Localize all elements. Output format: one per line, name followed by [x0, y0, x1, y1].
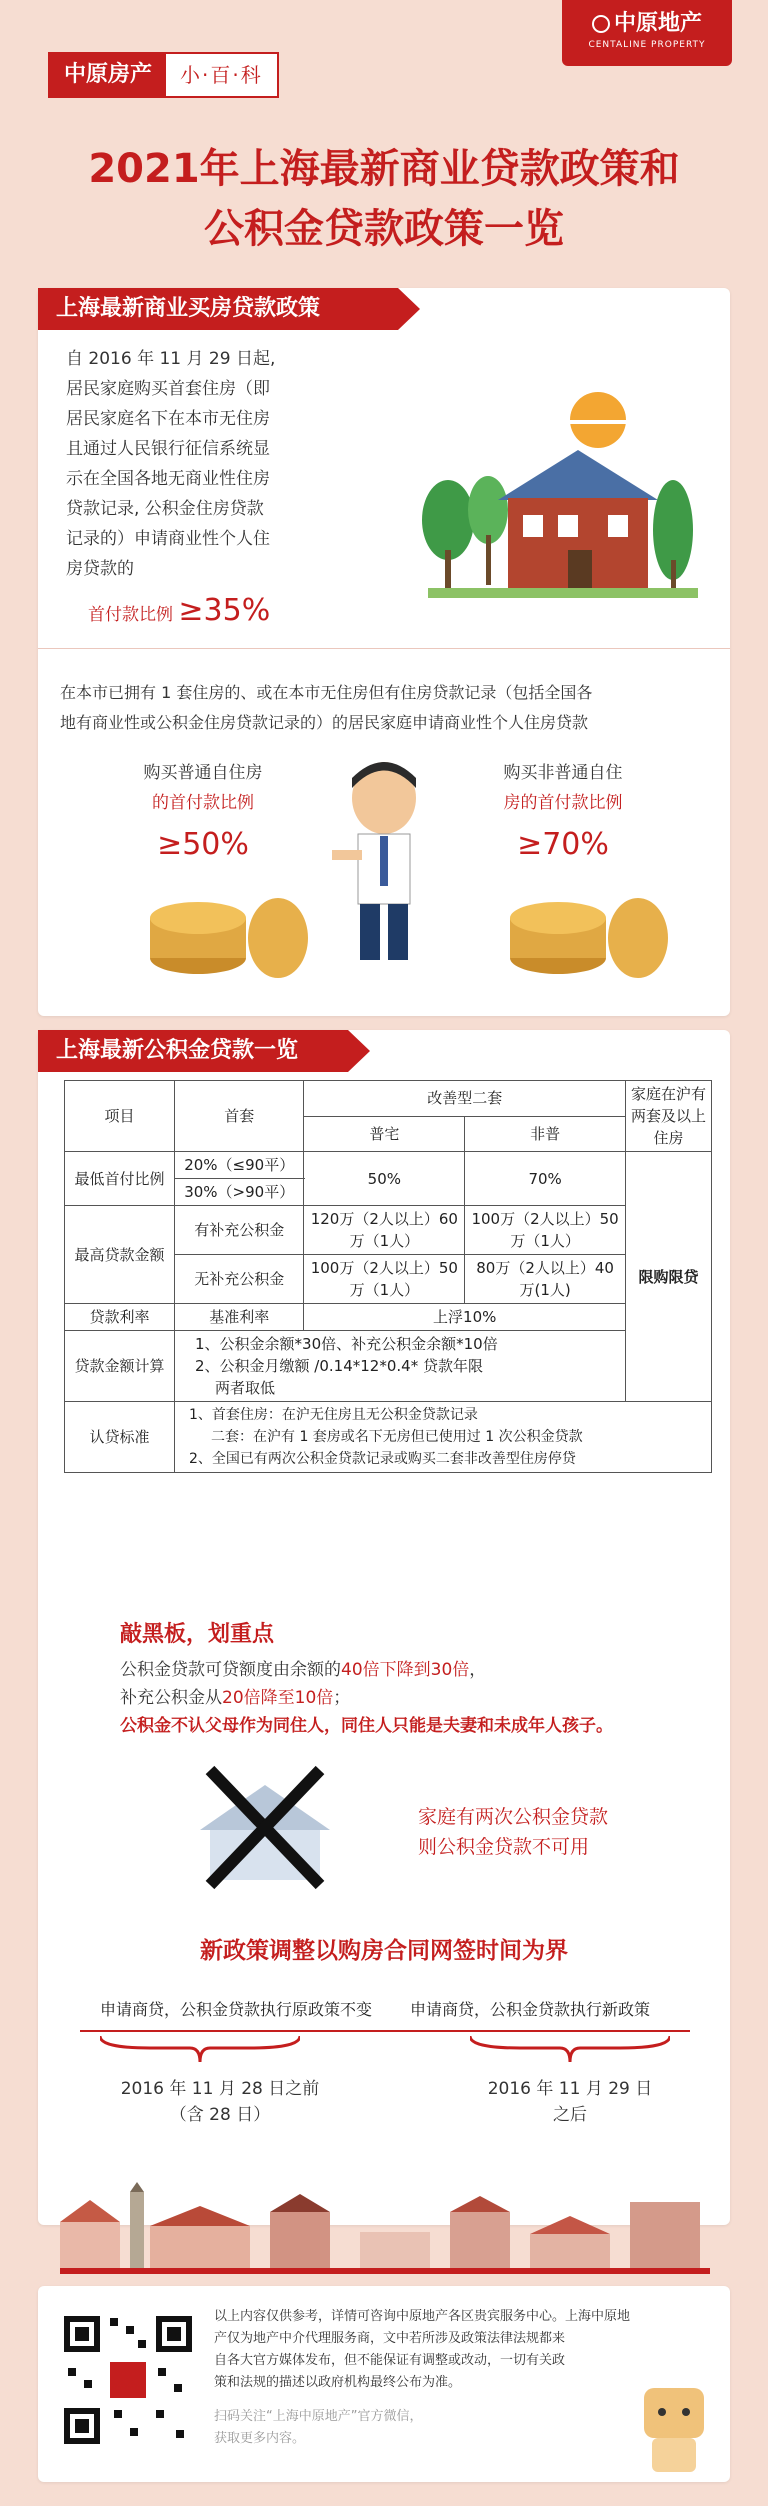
house-illustration [408, 370, 708, 630]
h-first: 首套 [175, 1081, 304, 1152]
table-row [65, 1402, 712, 1473]
left-brace-icon [100, 2034, 300, 2064]
left-date-1: 2016 年 11 月 28 日之前 [120, 2079, 320, 2099]
scan-line-1: 扫码关注“上海中原地产”官方微信， [214, 2409, 423, 2424]
intro-line: 自 2016 年 11 月 29 日起, [66, 349, 276, 369]
footer-card [38, 2286, 730, 2482]
second-para-line2: 地有商业性或公积金住房贷款记录的）的居民家庭申请商业性个人住房贷款 [60, 713, 589, 732]
brand-name: 中原房产 [50, 54, 166, 96]
right-date-2: 之后 [553, 2105, 587, 2125]
r5-content [175, 1402, 712, 1473]
intro-line [66, 374, 406, 404]
key-line2-c: ； [333, 1688, 351, 1708]
r1-a: 20%（≤90平） [175, 1152, 304, 1179]
r5-line3: 2、全国已有两次公积金贷款记录或购买二套非改善型住房停贷 [189, 1451, 576, 1467]
second-para-line1: 在本市已拥有 1 套住房的、或在本市无住房但有住房贷款记录（包括全国各 [60, 683, 593, 702]
r1-ord: 50% [304, 1152, 465, 1206]
table-row [65, 1206, 712, 1255]
r4-line1: 1、公积金余额*30倍、补充公积金余额*10倍 [195, 1335, 498, 1353]
disclaimer-line: 策和法规的描述以政府机构最终公布为准。 [214, 2375, 462, 2390]
key-points [120, 1656, 700, 1740]
x-note [418, 1802, 608, 1862]
restrict-cell: 限购限贷 [626, 1152, 712, 1402]
r2b-label: 无补充公积金 [175, 1255, 304, 1304]
r2b-non: 80万（2人以上）40万(1人) [465, 1255, 626, 1304]
intro-line: 记录的）申请商业性个人住 [66, 529, 270, 549]
house-crossed-icon [180, 1760, 350, 1890]
key-line2 [120, 1684, 700, 1712]
r3-first: 基准利率 [175, 1304, 304, 1331]
table-row [65, 1081, 712, 1117]
r2b-ord: 100万（2人以上）50万（1人） [304, 1255, 465, 1304]
scan-note [214, 2406, 422, 2450]
key-title [120, 1620, 274, 1650]
fund-section-label: 上海最新公积金贷款一览 [38, 1030, 348, 1072]
left-date-2: （含 28 日） [169, 2105, 271, 2125]
page-title-line1: 2021年上海最新商业贷款政策和 [88, 146, 680, 192]
brand-subtitle: 小·百·科 [166, 54, 277, 96]
r1-b: 30%（>90平） [175, 1179, 304, 1206]
commercial-card [38, 288, 730, 1016]
disclaimer-line: 自各大官方媒体发布，但不能保证有调整或改动，一切有关政 [214, 2353, 566, 2368]
r2-label: 最高贷款金额 [65, 1206, 175, 1304]
scan-line-2: 获取更多内容。 [214, 2431, 306, 2446]
r4-label: 贷款金额计算 [65, 1331, 175, 1402]
divider [38, 648, 730, 649]
intro-line: 房贷款的 [66, 559, 134, 579]
timeline-line [80, 2030, 690, 2032]
first-ratio-label: 首付款比例 [88, 605, 173, 625]
key-line2-a: 补充公积金从 [120, 1688, 222, 1708]
commercial-intro [66, 344, 406, 584]
key-line1-a: 公积金贷款可贷额度由余额的 [120, 1660, 341, 1680]
right-brace-icon [470, 2034, 670, 2064]
nonordinary-value: ≥70% [517, 827, 609, 862]
left-date [110, 2076, 330, 2128]
company-logo [562, 0, 732, 66]
intro-line: 示在全国各地无商业性住房 [66, 469, 270, 489]
h-family: 家庭在沪有两套及以上住房 [626, 1081, 712, 1152]
left-rule: 申请商贷，公积金贷款执行原政策不变 [100, 2000, 373, 2019]
key-line1 [120, 1656, 700, 1684]
x-note-1: 家庭有两次公积金贷款 [418, 1806, 609, 1828]
r2a-ord: 120万（2人以上）60万（1人） [304, 1206, 465, 1255]
skyline-illustration [60, 2182, 710, 2274]
page-title-line2: 公积金贷款政策一览 [204, 206, 564, 252]
r5-label: 认贷标准 [65, 1402, 175, 1473]
commercial-section-label: 上海最新商业买房贷款政策 [38, 288, 398, 330]
h-nonordinary: 非普 [465, 1116, 626, 1152]
ordinary-block [118, 758, 288, 860]
intro-line-text: 居民家庭购买首套住房（即 [66, 379, 270, 399]
disclaimer-line: 产仅为地产中介代理服务商，文中若所涉及政策法律法规都来 [214, 2331, 566, 2346]
mascot-icon [630, 2378, 720, 2478]
nonordinary-label-2: 房的首付款比例 [503, 793, 623, 813]
r1-label: 最低首付比例 [65, 1152, 175, 1206]
r1-non: 70% [465, 1152, 626, 1206]
r2a-label: 有补充公积金 [175, 1206, 304, 1255]
h-improve: 改善型二套 [304, 1081, 626, 1117]
disclaimer [214, 2306, 694, 2394]
first-ratio [88, 593, 271, 630]
coins-right-icon [498, 878, 678, 988]
r4-line3: 两者取低 [215, 1379, 276, 1397]
r2a-non: 100万（2人以上）50万（1人） [465, 1206, 626, 1255]
h-ordinary: 普宅 [304, 1116, 465, 1152]
brand-badge [48, 52, 279, 98]
man-illustration [324, 758, 444, 968]
table-row [65, 1152, 712, 1179]
logo-mark-icon [592, 15, 610, 33]
timeline-title: 新政策调整以购房合同网签时间为界 [200, 1938, 568, 1964]
r3-label: 贷款利率 [65, 1304, 175, 1331]
r3-second: 上浮10% [304, 1304, 626, 1331]
key-line1-c: ， [469, 1660, 487, 1680]
key-title-text: 敲黑板，划重点 [120, 1622, 275, 1647]
h-item: 项目 [65, 1081, 175, 1152]
ordinary-value: ≥50% [157, 827, 249, 862]
logo-cn: 中原地产 [613, 11, 702, 36]
r5-line2: 二套：在沪有 1 套房或名下无房但已使用过 1 次公积金贷款 [211, 1429, 583, 1445]
right-date [460, 2076, 680, 2128]
coins-left-icon [138, 878, 318, 988]
key-line2-b: 20倍降至10倍 [222, 1688, 334, 1708]
table-row [65, 1304, 712, 1331]
qr-code-icon[interactable] [58, 2310, 198, 2450]
r4-line2: 2、公积金月缴额 /0.14*12*0.4* 贷款年限 [195, 1357, 483, 1375]
first-ratio-value: ≥35% [178, 593, 271, 628]
fund-loan-table [64, 1080, 712, 1473]
key-line3: 公积金不认父母作为同住人，同住人只能是夫妻和未成年人孩子。 [120, 1716, 613, 1736]
x-note-2: 则公积金贷款不可用 [418, 1836, 590, 1858]
intro-line: 且通过人民银行征信系统显 [66, 439, 270, 459]
logo-en: CENTALINE PROPERTY [588, 40, 706, 50]
table-row [65, 1331, 712, 1402]
r5-line1: 1、首套住房：在沪无住房且无公积金贷款记录 [189, 1407, 478, 1423]
ordinary-label-1: 购买普通自住房 [143, 763, 263, 783]
r4-content [175, 1331, 626, 1402]
nonordinary-label-1: 购买非普通自住 [503, 763, 623, 783]
nonordinary-block [478, 758, 648, 860]
ordinary-label-2: 的首付款比例 [152, 793, 254, 813]
right-date-1: 2016 年 11 月 29 日 [487, 2079, 653, 2099]
intro-line: 居民家庭名下在本市无住房 [66, 409, 270, 429]
disclaimer-line: 以上内容仅供参考，详情可咨询中原地产各区贵宾服务中心。上海中原地 [214, 2309, 631, 2324]
key-line1-b: 40倍下降到30倍 [341, 1660, 470, 1680]
intro-line: 贷款记录, 公积金住房贷款 [66, 499, 264, 519]
second-para [60, 678, 720, 738]
right-rule: 申请商贷，公积金贷款执行新政策 [410, 2000, 651, 2019]
